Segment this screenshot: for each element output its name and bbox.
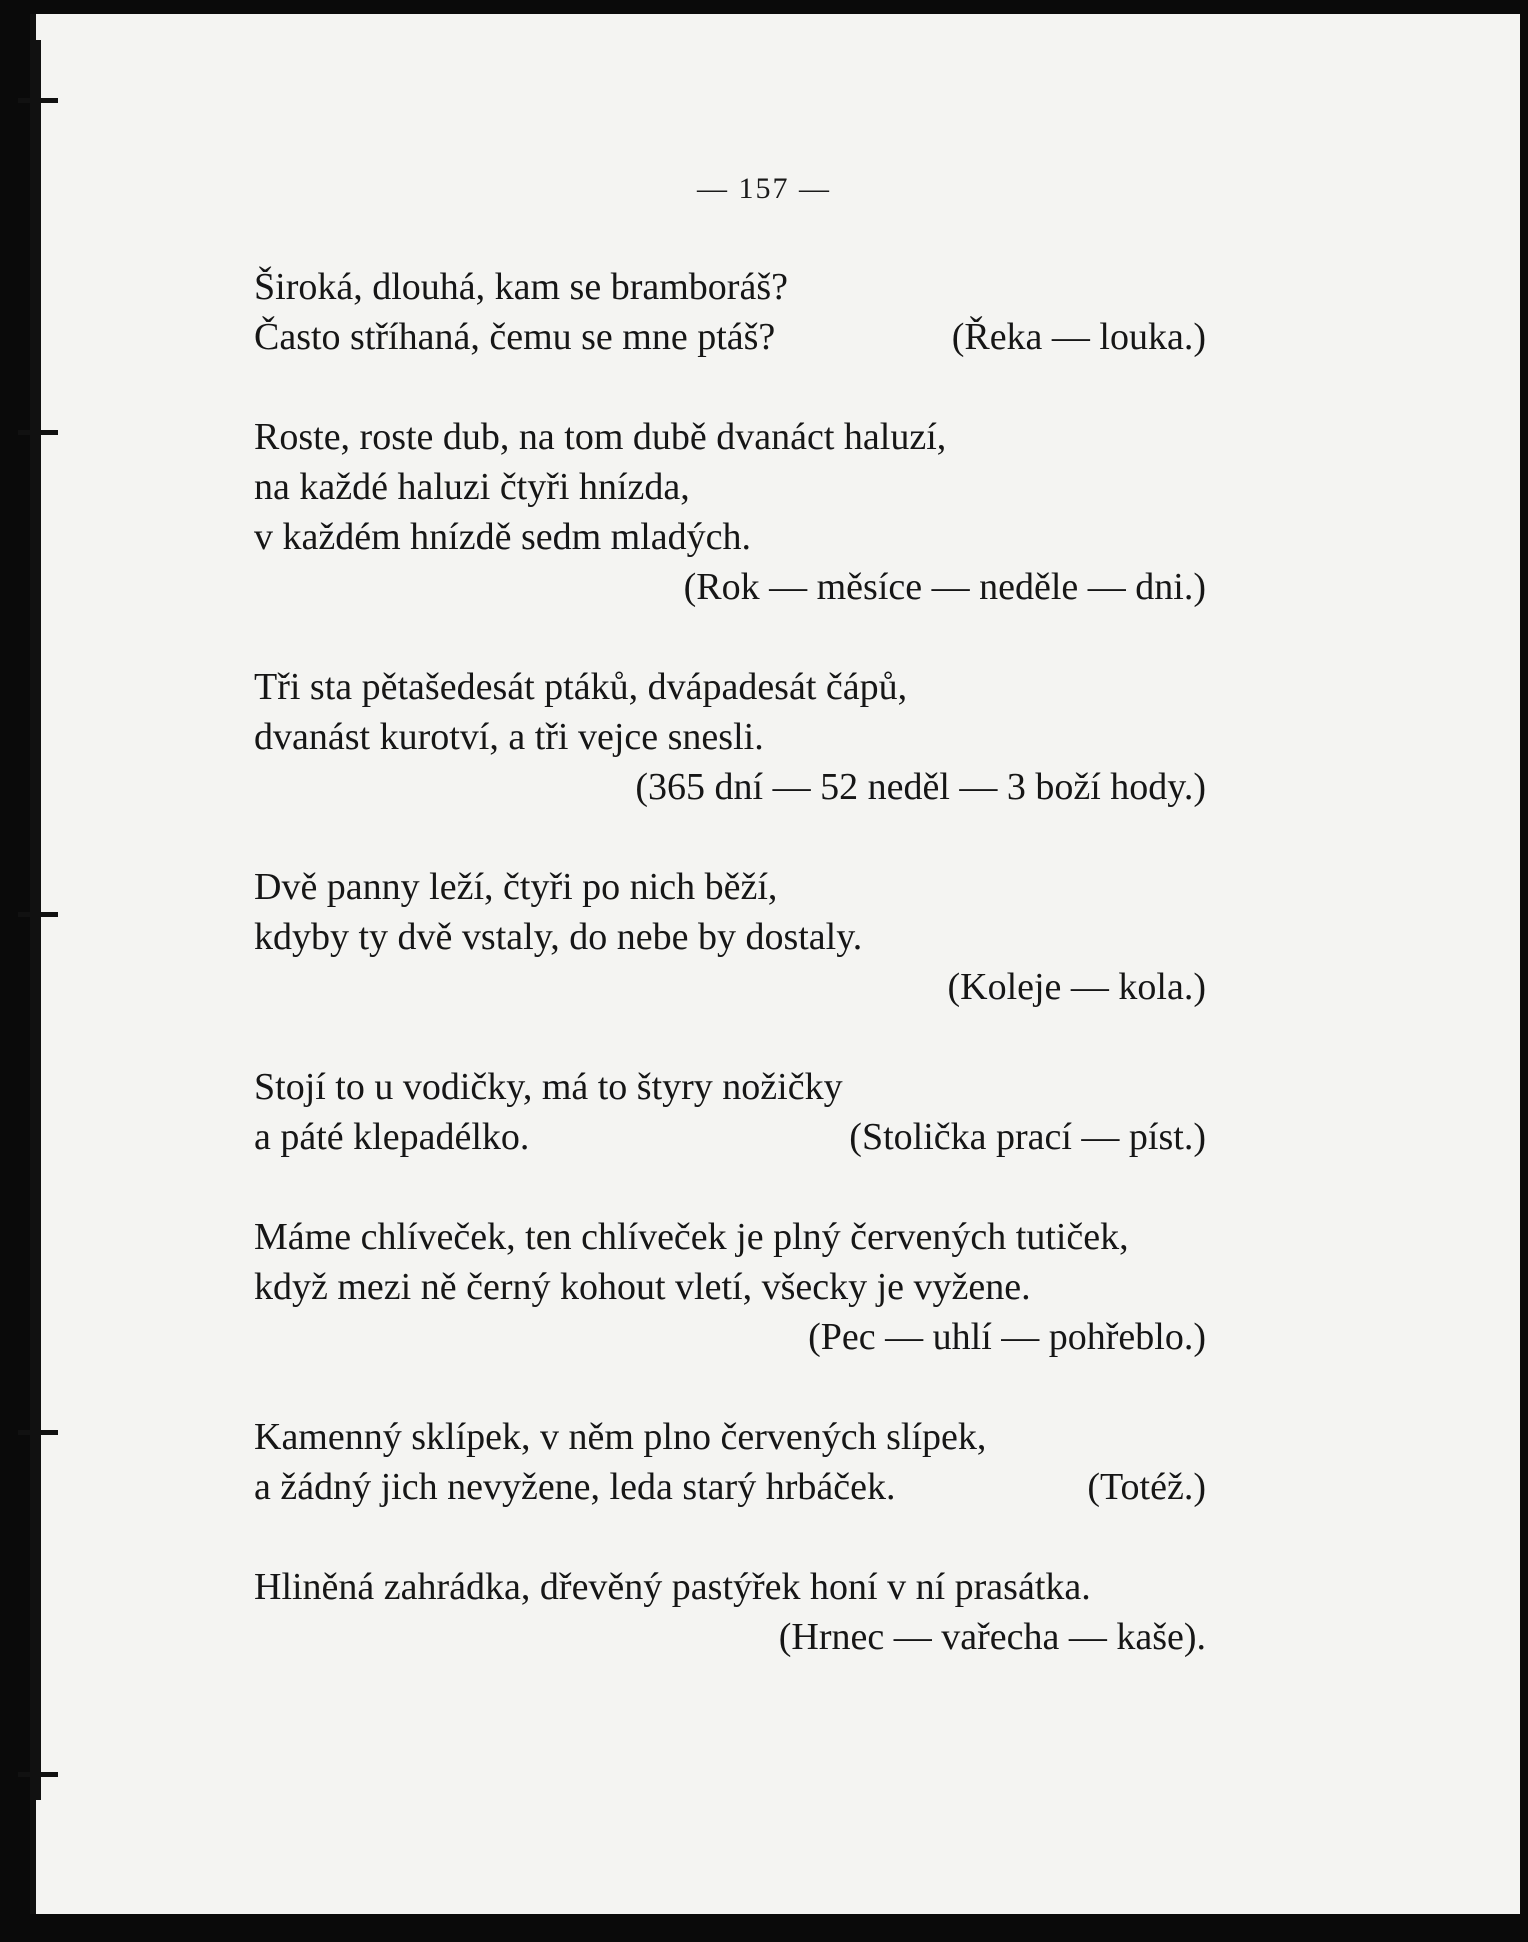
- binding-tick: [18, 1430, 58, 1435]
- riddle-line: kdyby ty dvě vstaly, do nebe by dostaly.: [254, 916, 863, 958]
- riddle-line: Tři sta pětašedesát ptáků, dvápadesát čápů,: [254, 666, 908, 708]
- riddle: [254, 1412, 1254, 1512]
- riddle-line: Široká, dlouhá, kam se bramboráš?: [254, 266, 788, 308]
- riddle: [254, 262, 1254, 362]
- riddle-line: a páté klepadélko.: [254, 1116, 530, 1158]
- riddle-line: když mezi ně černý kohout vletí, všecky je vyžene.: [254, 1266, 1031, 1308]
- binding-tick: [18, 912, 58, 917]
- riddle: [254, 862, 1254, 1012]
- page-number: — 157 —: [697, 172, 831, 205]
- riddle-answer: (Rok — měsíce — neděle — dni.): [683, 566, 1206, 608]
- riddle-line: dvanást kurotví, a tři vejce snesli.: [254, 716, 764, 758]
- binding-tick: [18, 1772, 58, 1777]
- riddle: [254, 662, 1254, 812]
- riddle-answer: (Pec — uhlí — pohřeblo.): [808, 1316, 1206, 1358]
- binding-tick: [18, 98, 58, 103]
- binding-tick: [18, 430, 58, 435]
- riddle-answer: (Stolička prací — píst.): [849, 1116, 1206, 1158]
- riddle-answer: (Řeka — louka.): [951, 316, 1206, 358]
- riddle-line: Dvě panny leží, čtyři po nich běží,: [254, 866, 778, 908]
- riddle-answer: (365 dní — 52 neděl — 3 boží hody.): [635, 766, 1206, 808]
- riddle-line: Stojí to u vodičky, má to štyry nožičky: [254, 1066, 843, 1108]
- binding-edge: [36, 40, 41, 1800]
- riddle-answer: (Totéž.): [1087, 1466, 1206, 1508]
- riddle-line: na každé haluzi čtyři hnízda,: [254, 466, 690, 508]
- riddle: [254, 1212, 1254, 1362]
- riddle-line: Máme chlíveček, ten chlíveček je plný červených tutiček,: [254, 1216, 1129, 1258]
- riddle-line: Roste, roste dub, na tom dubě dvanáct haluzí,: [254, 416, 947, 458]
- riddle-answer: (Koleje — kola.): [947, 966, 1206, 1008]
- riddle: [254, 1062, 1254, 1162]
- riddle-line: Kamenný sklípek, v něm plno červených slípek,: [254, 1416, 987, 1458]
- riddle: [254, 1562, 1254, 1662]
- riddle-list: [254, 262, 1254, 1712]
- riddle-line: a žádný jich nevyžene, leda starý hrbáček.: [254, 1466, 896, 1508]
- riddle-line: v každém hnízdě sedm mladých.: [254, 516, 752, 558]
- riddle-answer: (Hrnec — vařecha — kaše).: [778, 1616, 1206, 1658]
- riddle: [254, 412, 1254, 612]
- riddle-line: Hliněná zahrádka, dřevěný pastýřek honí v ní prasátka.: [254, 1566, 1091, 1608]
- riddle-line-with-answer: [254, 1462, 1254, 1512]
- riddle-line: Často stříhaná, čemu se mne ptáš?: [254, 316, 776, 358]
- riddle-line-with-answer: [254, 1112, 1254, 1162]
- riddle-line-with-answer: [254, 312, 1254, 362]
